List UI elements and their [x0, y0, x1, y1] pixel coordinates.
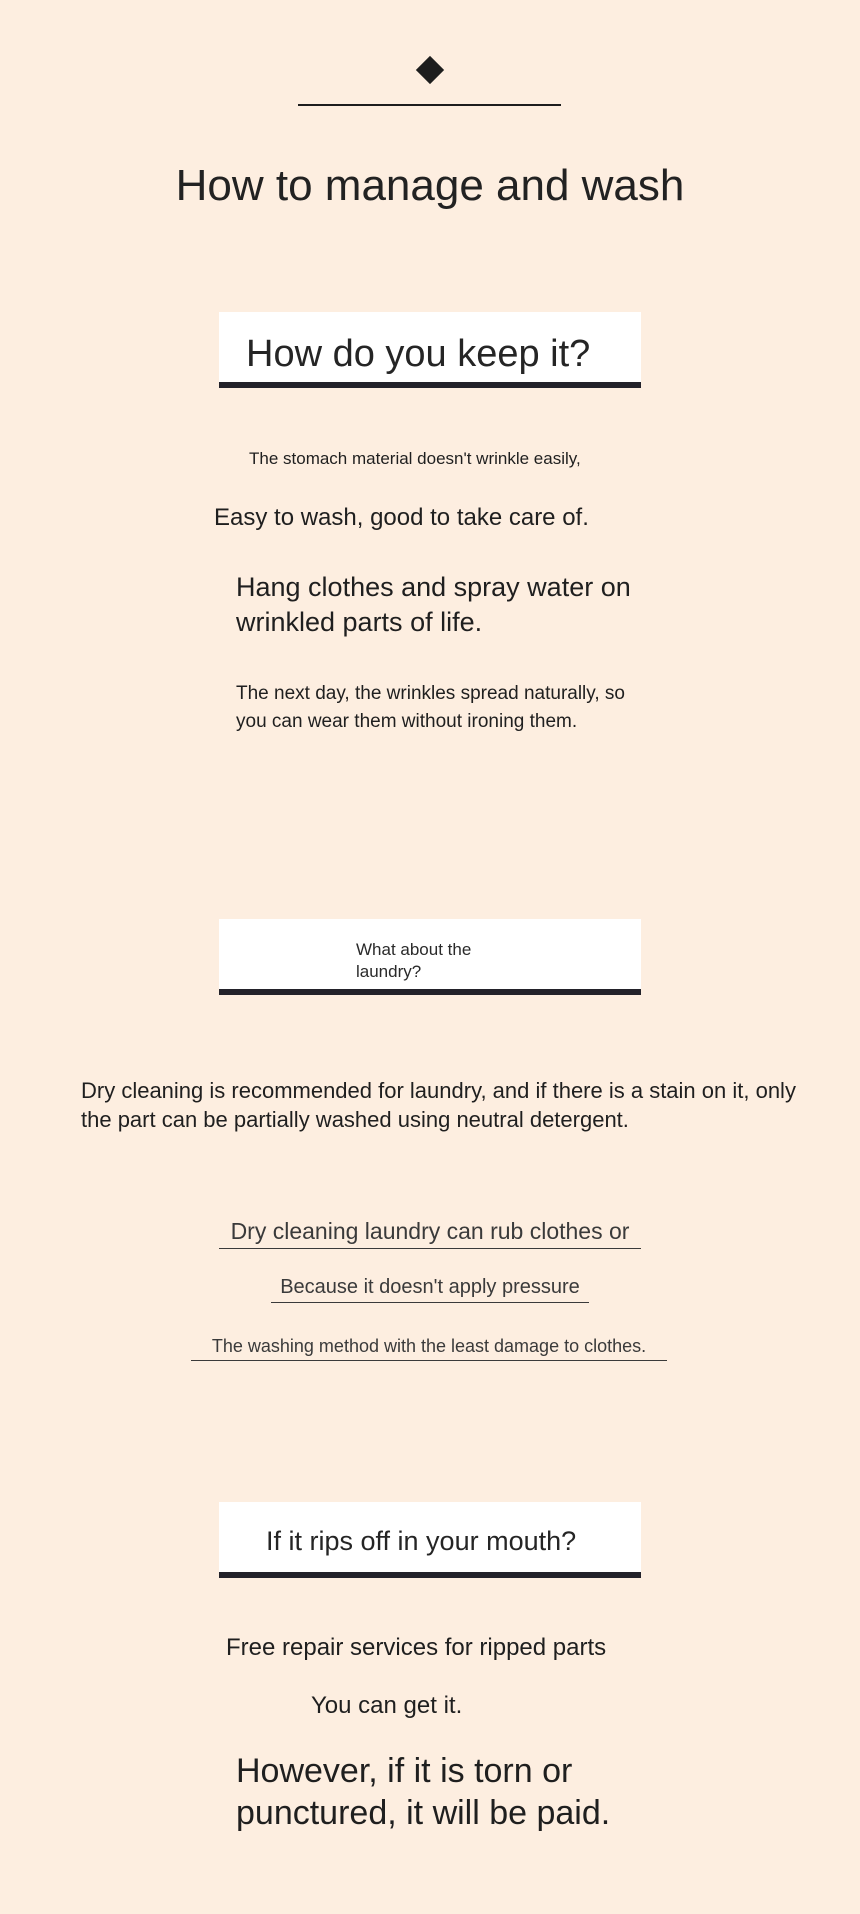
- keep-text-2: Easy to wash, good to take care of.: [214, 504, 589, 531]
- page-title: How to manage and wash: [175, 161, 685, 210]
- repair-text-1: Free repair services for ripped parts: [226, 1634, 607, 1661]
- laundry-underlined-2: Because it doesn't apply pressure: [271, 1274, 589, 1303]
- section-header-repair: [219, 1502, 641, 1578]
- laundry-underlined-1: Dry cleaning laundry can rub clothes or: [219, 1216, 641, 1249]
- section-heading-repair: If it rips off in your mouth?: [266, 1526, 577, 1556]
- laundry-paragraph: Dry cleaning is recommended for laundry, and if there is a stain on it, only the part can be partially washed using neutral detergent.: [81, 1078, 796, 1132]
- diamond-icon: [416, 56, 444, 84]
- section-header-keep: [219, 312, 641, 388]
- keep-text-4: The next day, the wrinkles spread naturally, so you can wear them without ironing them.: [236, 683, 625, 732]
- section-header-laundry: [219, 919, 641, 995]
- laundry-underlined-3: The washing method with the least damage to clothes.: [191, 1334, 667, 1361]
- keep-text-1: The stomach material doesn't wrinkle easily,: [249, 449, 581, 468]
- keep-text-3: Hang clothes and spray water on wrinkled parts of life.: [236, 572, 631, 637]
- section-heading-laundry: What about the laundry?: [356, 940, 472, 981]
- section-heading-keep: How do you keep it?: [246, 333, 591, 375]
- repair-text-2: You can get it.: [311, 1692, 463, 1719]
- repair-text-3: However, if it is torn or punctured, it will be paid.: [236, 1752, 611, 1832]
- top-divider: [298, 104, 561, 106]
